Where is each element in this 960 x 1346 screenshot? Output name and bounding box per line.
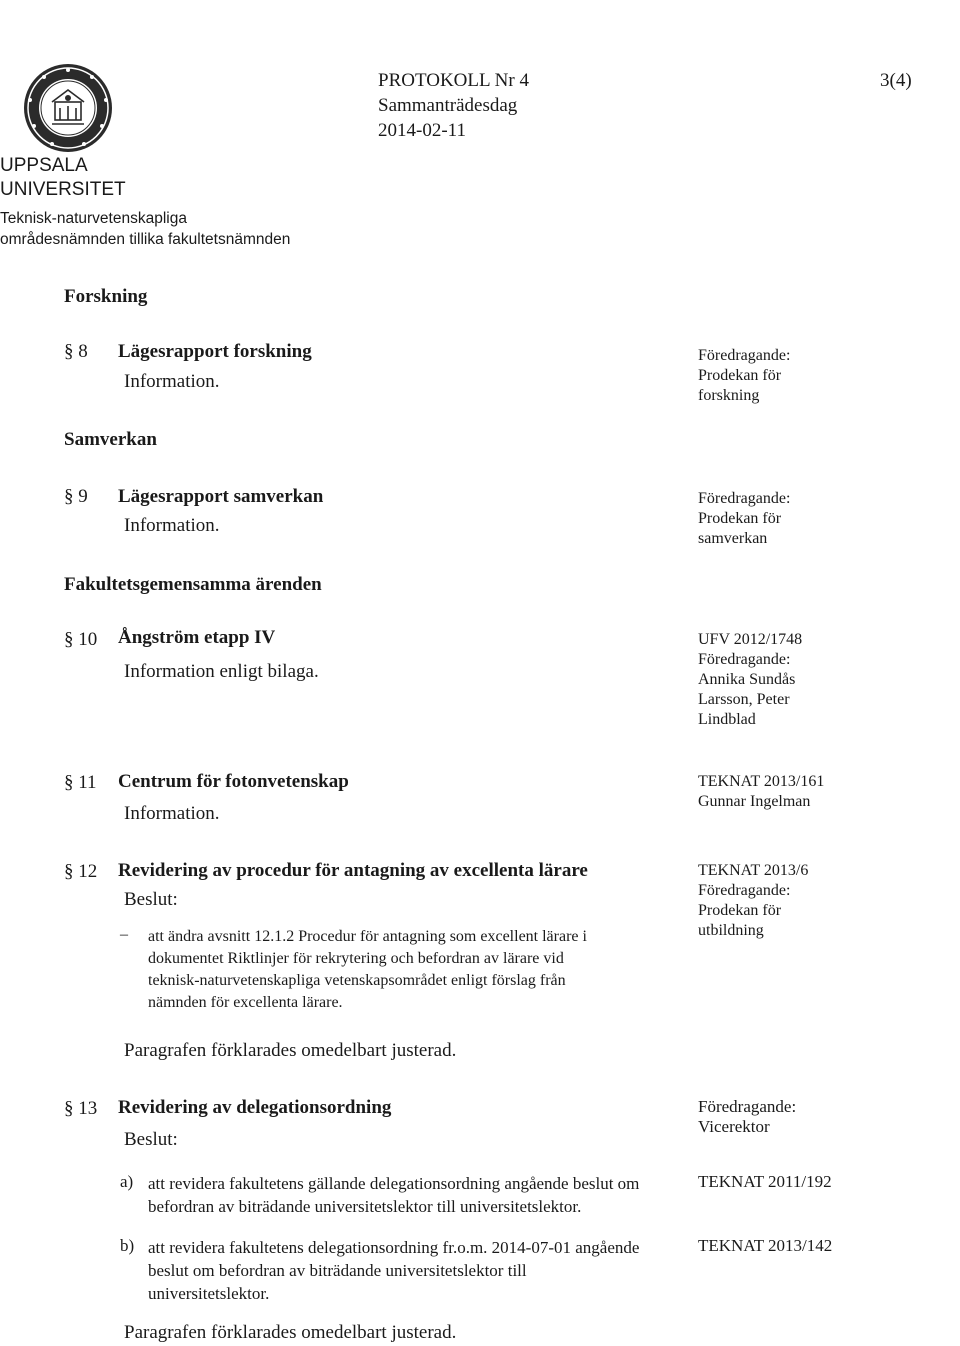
paragraph-10-body: Information enligt bilaga. (124, 661, 319, 682)
case-number: UFV 2012/1748 (698, 631, 803, 648)
university-seal-logo (22, 62, 114, 154)
presenter-line: Vicerektor (698, 1117, 770, 1136)
protocol-header (378, 68, 529, 143)
presenter-line: Prodekan för (698, 902, 782, 919)
presenter-label: Föredragande: (698, 651, 791, 668)
paragraph-10-title: Ångström etapp IV (118, 627, 276, 648)
decision-line: teknisk-naturvetenskapliga vetenskapsområdet enligt förslag från (148, 972, 566, 989)
presenter-line: Larsson, Peter (698, 691, 790, 708)
item-b-line: universitetslektor. (148, 1284, 270, 1303)
section-heading-fakultetsgemensamma: Fakultetsgemensamma ärenden (64, 574, 322, 595)
paragraph-9-number: § 9 (64, 486, 88, 507)
item-a-reference: TEKNAT 2011/192 (698, 1172, 832, 1191)
university-line-1: UPPSALA (0, 155, 88, 176)
presenter-line: Prodekan för (698, 510, 782, 527)
faculty-line-2: områdesnämnden tillika fakultetsnämnden (0, 231, 291, 248)
paragraph-10-number: § 10 (64, 629, 98, 650)
section-heading-samverkan: Samverkan (64, 429, 157, 450)
paragraph-12-beslut: Beslut: (124, 889, 178, 910)
presenter-label: Föredragande: (698, 882, 791, 899)
presenter-line: samverkan (698, 530, 768, 547)
paragraph-12-title: Revidering av procedur för antagning av excellenta lärare (118, 860, 588, 881)
presenter-label: Föredragande: (698, 490, 791, 507)
paragraph-11-title: Centrum för fotonvetenskap (118, 771, 349, 792)
presenter-line: Lindblad (698, 711, 756, 728)
paragraph-9-title: Lägesrapport samverkan (118, 486, 324, 507)
paragraph-12-reference (698, 861, 808, 941)
paragraph-13-title: Revidering av delegationsordning (118, 1097, 392, 1118)
item-b-line: att revidera fakultetens delegationsordning fr.o.m. 2014-07-01 angående (148, 1238, 640, 1257)
presenter-label: Föredragande: (698, 1097, 797, 1116)
item-a-text (148, 1172, 639, 1218)
item-a-label: a) (120, 1172, 134, 1191)
section-heading-forskning: Forskning (64, 286, 148, 307)
paragraph-12-number: § 12 (64, 861, 98, 882)
paragraph-12-decision-text (148, 926, 587, 1014)
meeting-date: 2014-02-11 (378, 120, 466, 141)
paragraph-9-presenter (698, 489, 790, 549)
item-a-line: befordran av biträdande universitetslektor till universitetslektor. (148, 1197, 582, 1216)
item-b-label: b) (120, 1236, 135, 1255)
page-number: 3(4) (880, 70, 912, 91)
presenter-line: utbildning (698, 922, 764, 939)
paragraph-8-number: § 8 (64, 341, 88, 362)
faculty-line-1: Teknisk-naturvetenskapliga (0, 210, 187, 227)
paragraph-8-body: Information. (124, 371, 220, 392)
paragraph-13-justerad: Paragrafen förklarades omedelbart justerad. (124, 1322, 457, 1343)
presenter-line: forskning (698, 387, 760, 404)
case-number: TEKNAT 2013/6 (698, 862, 809, 879)
paragraph-9-body: Information. (124, 515, 220, 536)
university-name (0, 154, 126, 202)
university-line-2: UNIVERSITET (0, 179, 126, 200)
presenter-line: Annika Sundås (698, 671, 796, 688)
paragraph-10-reference (698, 630, 802, 730)
paragraph-11-number: § 11 (64, 772, 97, 793)
decision-line: att ändra avsnitt 12.1.2 Procedur för antagning som excellent lärare i (148, 928, 587, 945)
faculty-name (0, 208, 290, 250)
item-b-text (148, 1236, 639, 1305)
protocol-title: PROTOKOLL Nr 4 (378, 70, 529, 91)
paragraph-13-presenter (698, 1097, 796, 1137)
decision-line: dokumentet Riktlinjer för rekrytering och befordran av lärare vid (148, 950, 564, 967)
paragraph-11-body: Information. (124, 803, 220, 824)
presenter-label: Föredragande: (698, 347, 791, 364)
paragraph-12-justerad: Paragrafen förklarades omedelbart justerad. (124, 1040, 457, 1061)
item-a-line: att revidera fakultetens gällande delegationsordning angående beslut om (148, 1174, 640, 1193)
item-b-line: beslut om befordran av biträdande universitetslektor till (148, 1261, 527, 1280)
case-number: TEKNAT 2013/161 (698, 773, 825, 790)
item-b-reference: TEKNAT 2013/142 (698, 1236, 833, 1255)
paragraph-13-beslut: Beslut: (124, 1129, 178, 1150)
paragraph-13-number: § 13 (64, 1098, 98, 1119)
decision-line: nämnden för excellenta lärare. (148, 994, 343, 1011)
meeting-type: Sammanträdesdag (378, 95, 518, 116)
paragraph-8-title: Lägesrapport forskning (118, 341, 312, 362)
paragraph-12-bullet-dash: – (120, 926, 128, 943)
presenter-line: Gunnar Ingelman (698, 793, 811, 810)
presenter-line: Prodekan för (698, 367, 782, 384)
paragraph-8-presenter (698, 346, 790, 406)
paragraph-11-reference (698, 772, 824, 812)
